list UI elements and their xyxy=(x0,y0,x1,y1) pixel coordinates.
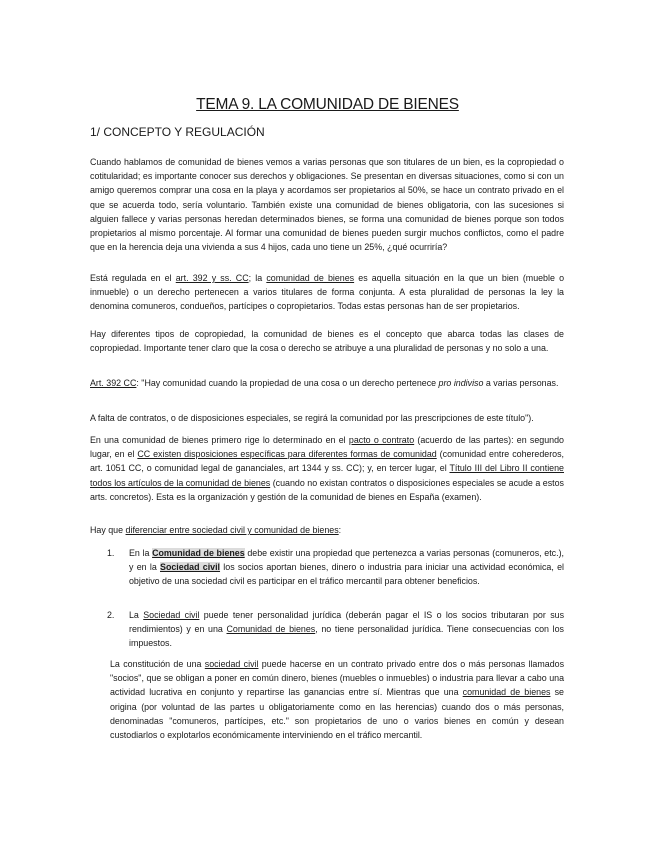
paragraph-intro: Cuando hablamos de comunidad de bienes vemos a varias personas que son titulares de un bien, es la copropiedad o cotitularidad; es importante conocer sus derechos y obligaciones. Se presentan en diversas situaciones, como si con un amigo queremos comprar una cosa en la playa y acordamos ser propietarios al 50%, se hace un contrato privado en el que se acuerda todo, sería voluntario. También existe una comunidad de bienes obligatoria, con las sucesiones si alguien fallece y varias personas heredan determinados bienes, se forma una comunidad de bienes porque son todos propietarios al mismo porcentaje. Al formar una comunidad de bienes pueden surgir muchos conflictos, como el padre que en la herencia deja una vivienda a sus 4 hijos, cada uno tiene un 25%, ¿qué ocurriría? xyxy=(90,157,564,253)
list-item: La Sociedad civil puede tener personalidad jurídica (deberán pagar el IS o los socios tributaran por sus rendimientos) y en una Comunidad de bienes, no tiene personalidad jurídica. Tiene consecuencias con los impuestos. xyxy=(129,610,565,649)
section-heading: 1/ CONCEPTO Y REGULACIÓN xyxy=(90,125,265,139)
article-392-link: Art. 392 CC xyxy=(90,378,137,388)
term-comunidad-de-bienes: comunidad de bienes xyxy=(266,273,355,283)
list-item-number: 1. xyxy=(107,548,115,558)
article-reference-link: art. 392 y ss. CC xyxy=(175,273,249,283)
paragraph-regimen: En una comunidad de bienes primero rige lo determinado en el pacto o contrato (acuerdo de las partes): en segundo lugar, en el CC existen disposiciones específicas para diferentes formas de comunidad (comunidad entre coherederos, art. 1051 CC, o comunidad legal de gananciales, art 1344 y ss. CC); y, en tercer lugar, el Título III del Libro II contiene todos los artículos de la comunidad de bienes (cuando no existan contratos o disposiciones especiales se acude a estos arts. concretos). Esta es la organización y gestión de la comunidad de bienes en España (examen). xyxy=(90,435,564,502)
document-title: TEMA 9. LA COMUNIDAD DE BIENES xyxy=(196,96,459,113)
paragraph-regulation: Está regulada en el art. 392 y ss. CC; la comunidad de bienes es aquella situación en la que un bien (mueble o inmueble) o un derecho pertenecen a varios titulares de forma conjunta. A esta pluralidad de personas la ley la denomina comuneros, condueños, partícipes o copropietarios. Todas estas personas han de ser propietarios. xyxy=(90,273,565,312)
paragraph-falta-contratos: A falta de contratos, o de disposiciones especiales, se regirá la comunidad por las prescripciones de este título"). xyxy=(90,413,534,423)
paragraph-constitucion: La constitución de una sociedad civil puede hacerse en un contrato privado entre dos o más personas llamados "socios", que se obligan a poner en común dinero, bienes (muebles o inmuebles) o industria para llevar a cabo una actividad lucrativa en conjunto y repartirse las ganancias entre sí. Mientras que una comunidad de bienes se origina (por voluntad de las partes u obligatoriamente como en las herencias) cuando dos o más personas, denominadas "comuneros, partícipes, etc." son propietarios de uno o varios bienes en común y desean custodiarlos o explotarlos económicamente interviniendo en el tráfico mercantil. xyxy=(110,659,565,741)
paragraph-article-392: Art. 392 CC: "Hay comunidad cuando la propiedad de una cosa o un derecho pertenece pro indiviso a varias personas. xyxy=(90,378,559,388)
paragraph-copropiedad: Hay diferentes tipos de copropiedad, la comunidad de bienes es el concepto que abarca todas las clases de copropiedad. Importante tener claro que la cosa o derecho se atribuye a una pluralidad de personas y no solo a una. xyxy=(90,329,564,354)
list-item: En la Comunidad de bienes debe existir una propiedad que pertenezca a varias personas (comuneros, etc.), y en la Sociedad civil los socios aportan bienes, dinero o industria para iniciar una actividad económica, el objetivo de una sociedad civil es participar en el tráfico mercantil para obtener beneficios. xyxy=(129,548,564,587)
list-item-number: 2. xyxy=(107,610,115,620)
paragraph-diferenciar: Hay que diferenciar entre sociedad civil y comunidad de bienes: xyxy=(90,525,342,535)
